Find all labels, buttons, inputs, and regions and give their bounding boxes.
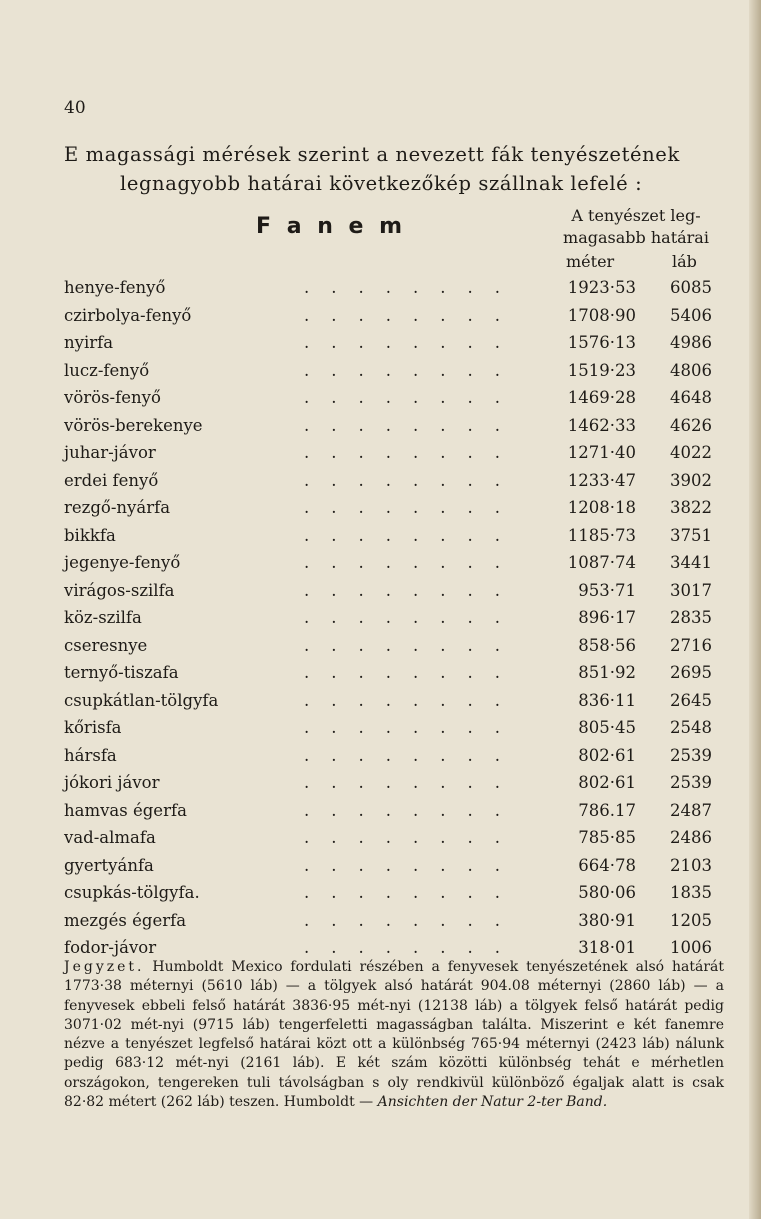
table-row xyxy=(64,304,724,332)
height-lab: 2103 xyxy=(670,855,712,875)
header-limit: A tenyészet leg-magasabb határai xyxy=(563,206,709,247)
tree-name: nyirfa xyxy=(64,333,114,352)
intro-paragraph xyxy=(64,140,724,198)
height-lab: 2645 xyxy=(670,690,712,710)
height-meter: 1233·47 xyxy=(567,470,636,490)
tree-name: juhar-jávor xyxy=(64,443,156,462)
height-lab: 5406 xyxy=(670,305,712,325)
leader-dots: ........ xyxy=(304,938,522,957)
table-row xyxy=(64,441,724,469)
height-meter: 953·71 xyxy=(578,580,636,600)
height-meter: 1185·73 xyxy=(567,525,636,545)
leader-dots: ........ xyxy=(304,360,522,380)
height-meter: 1271·40 xyxy=(567,443,636,462)
leader-dots: ........ xyxy=(304,800,522,820)
page-number: 40 xyxy=(64,98,86,118)
table-row xyxy=(64,716,724,744)
height-meter: 805·45 xyxy=(578,718,636,737)
height-lab: 2695 xyxy=(670,663,712,682)
leader-dots: ........ xyxy=(304,635,522,655)
table-row xyxy=(64,524,724,552)
height-lab: 6085 xyxy=(670,278,712,297)
height-lab: 1006 xyxy=(670,938,712,957)
height-lab: 3751 xyxy=(670,525,712,545)
tree-name: jókori jávor xyxy=(64,773,160,792)
height-lab: 4986 xyxy=(670,333,712,352)
height-meter: 664·78 xyxy=(578,855,636,875)
leader-dots: ........ xyxy=(304,663,522,682)
table-row xyxy=(64,634,724,662)
footnote xyxy=(64,958,724,1112)
table-row xyxy=(64,331,724,359)
leader-dots: ........ xyxy=(304,388,522,407)
height-lab: 2486 xyxy=(670,828,712,847)
leader-dots: ........ xyxy=(304,773,522,792)
height-lab: 4626 xyxy=(670,415,712,435)
height-lab: 2548 xyxy=(670,718,712,737)
height-meter: 896·17 xyxy=(578,608,636,627)
tree-name: henye-fenyő xyxy=(64,278,166,297)
tree-name: csupkás-tölgyfa. xyxy=(64,883,200,902)
height-meter: 1519·23 xyxy=(567,360,636,380)
table-row xyxy=(64,661,724,689)
table-row xyxy=(64,799,724,827)
tree-name: vörös-fenyő xyxy=(64,388,161,407)
height-meter: 1469·28 xyxy=(567,388,636,407)
height-lab: 4648 xyxy=(670,388,712,407)
height-meter: 802·61 xyxy=(578,773,636,792)
intro-line-1: E magassági mérések szerint a nevezett fák tenyészetének xyxy=(64,143,680,166)
leader-dots: ........ xyxy=(304,278,522,297)
height-lab: 3441 xyxy=(670,553,712,572)
intro-line-2: legnagyobb határai következőkép szállnak lefelé : xyxy=(120,172,643,195)
height-lab: 4022 xyxy=(670,443,712,462)
table-row xyxy=(64,386,724,414)
page-edge xyxy=(749,0,761,1219)
tree-name: jegenye-fenyő xyxy=(64,553,181,572)
leader-dots: ........ xyxy=(304,910,522,930)
height-meter: 1462·33 xyxy=(567,415,636,435)
tree-name: czirbolya-fenyő xyxy=(64,305,192,325)
table-row xyxy=(64,606,724,634)
leader-dots: ........ xyxy=(304,690,522,710)
tree-name: kőrisfa xyxy=(64,718,122,737)
height-meter: 851·92 xyxy=(578,663,636,682)
height-meter: 858·56 xyxy=(578,635,636,655)
tree-name: mezgés égerfa xyxy=(64,910,187,930)
height-lab: 4806 xyxy=(670,360,712,380)
leader-dots: ........ xyxy=(304,855,522,875)
height-lab: 2539 xyxy=(670,745,712,765)
table-row xyxy=(64,414,724,442)
tree-name: vörös-berekenye xyxy=(64,415,203,435)
tree-name: virágos-szilfa xyxy=(64,580,175,600)
height-lab: 2835 xyxy=(670,608,712,627)
leader-dots: ........ xyxy=(304,828,522,847)
height-lab: 3902 xyxy=(670,470,712,490)
leader-dots: ........ xyxy=(304,443,522,462)
table-row xyxy=(64,579,724,607)
tree-name: rezgő-nyárfa xyxy=(64,498,171,517)
height-meter: 786.17 xyxy=(578,800,636,820)
height-meter: 380·91 xyxy=(578,910,636,930)
height-lab: 2539 xyxy=(670,773,712,792)
table-row xyxy=(64,881,724,909)
height-lab: 2716 xyxy=(670,635,712,655)
leader-dots: ........ xyxy=(304,470,522,490)
table-row xyxy=(64,689,724,717)
height-lab: 3017 xyxy=(670,580,712,600)
tree-name: hársfa xyxy=(64,745,117,765)
table-row xyxy=(64,496,724,524)
leader-dots: ........ xyxy=(304,718,522,737)
height-meter: 785·85 xyxy=(578,828,636,847)
height-meter: 836·11 xyxy=(578,690,636,710)
leader-dots: ........ xyxy=(304,553,522,572)
footnote-body: Humboldt Mexico fordulati részében a fenyvesek tenyészetének alsó határát 1773·38 méternyi (5610 láb) — a tölgyek alsó határát 904.08 méternyi (2860 láb) — a fenyvesek ebbeli felső határát 3836·95 mét-nyi (12138 láb) a tölgyek felső határát pedig 3071·02 mét-nyi (9715 láb) tengerfeletti magasságban találta. Miszerint e két fanemre nézve a tenyészet legfelső határai közt ott a különbség 765·94 méternyi (2423 láb) nálunk pedig 683·12 mét-nyi (2161 láb). E két szám közötti különbség tehát e mérhetlen országokon, tengereken tuli távolságban s oly rendkivül különböző égaljak alatt is csak 82·82 métert (262 láb) teszen. Humboldt — xyxy=(64,959,724,1111)
tree-name: fodor-jávor xyxy=(64,938,157,957)
tree-name: ternyő-tiszafa xyxy=(64,663,179,682)
leader-dots: ........ xyxy=(304,580,522,600)
tree-name: bikkfa xyxy=(64,525,116,545)
table-row xyxy=(64,771,724,799)
table-row xyxy=(64,744,724,772)
tree-name: cseresnye xyxy=(64,635,148,655)
leader-dots: ........ xyxy=(304,305,522,325)
leader-dots: ........ xyxy=(304,745,522,765)
leader-dots: ........ xyxy=(304,498,522,517)
height-meter: 1208·18 xyxy=(567,498,636,517)
leader-dots: ........ xyxy=(304,415,522,435)
height-lab: 1835 xyxy=(670,883,712,902)
table-row xyxy=(64,359,724,387)
header-species: F a n e m xyxy=(256,214,407,239)
tree-name: gyertyánfa xyxy=(64,855,154,875)
height-meter: 580·06 xyxy=(578,883,636,902)
height-meter: 1087·74 xyxy=(567,553,636,572)
height-lab: 2487 xyxy=(670,800,712,820)
table-row xyxy=(64,909,724,937)
height-meter: 318·01 xyxy=(578,938,636,957)
table-row xyxy=(64,469,724,497)
height-lab: 1205 xyxy=(670,910,712,930)
leader-dots: ........ xyxy=(304,608,522,627)
table-row xyxy=(64,551,724,579)
table-row xyxy=(64,276,724,304)
height-meter: 1708·90 xyxy=(567,305,636,325)
leader-dots: ........ xyxy=(304,525,522,545)
footnote-book-title: Ansichten der Natur 2-ter Band. xyxy=(377,1094,608,1111)
tree-name: erdei fenyő xyxy=(64,470,159,490)
leader-dots: ........ xyxy=(304,333,522,352)
tree-name: vad-almafa xyxy=(64,828,156,847)
leader-dots: ........ xyxy=(304,883,522,902)
tree-height-table xyxy=(64,276,724,964)
height-meter: 1923·53 xyxy=(567,278,636,297)
tree-name: lucz-fenyő xyxy=(64,360,150,380)
tree-name: köz-szilfa xyxy=(64,608,142,627)
footnote-lead: Jegyzet. xyxy=(64,959,145,975)
header-lab: láb xyxy=(672,252,697,271)
height-meter: 802·61 xyxy=(578,745,636,765)
header-meter: méter xyxy=(566,252,615,271)
tree-name: csupkátlan-tölgyfa xyxy=(64,690,219,710)
height-lab: 3822 xyxy=(670,498,712,517)
tree-name: hamvas égerfa xyxy=(64,800,187,820)
height-meter: 1576·13 xyxy=(567,333,636,352)
table-row xyxy=(64,854,724,882)
table-row xyxy=(64,826,724,854)
